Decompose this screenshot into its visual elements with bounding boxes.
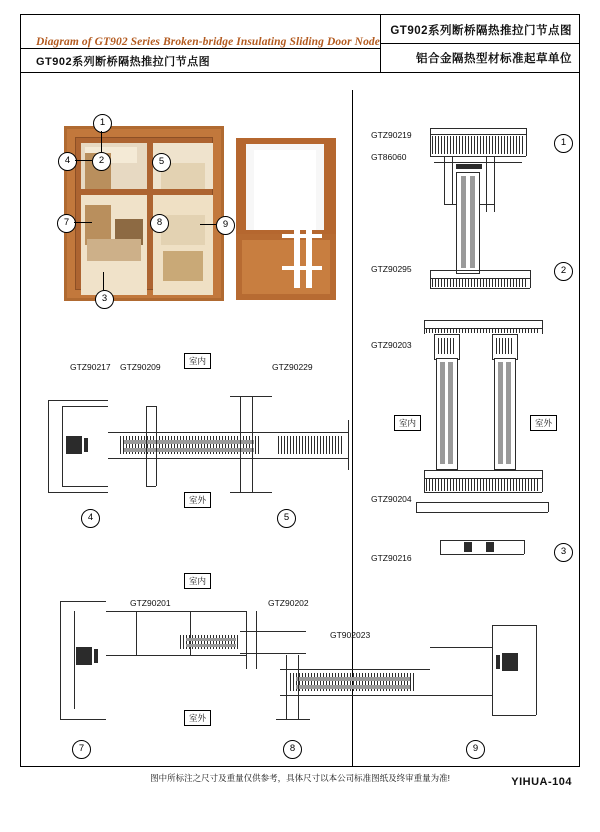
window-pane-top-left — [81, 143, 147, 189]
header-top-rule — [20, 14, 580, 15]
line — [542, 320, 543, 334]
line — [452, 156, 453, 204]
glazing-unit — [456, 172, 480, 274]
hatch-fill — [278, 436, 344, 454]
frame-right — [579, 14, 580, 766]
page-title-english: Diagram of GT902 Series Broken-bridge Insulating Sliding Door Node — [36, 36, 380, 48]
label-gtz90295: GTZ90295 — [371, 264, 412, 274]
line — [272, 458, 348, 459]
line — [494, 156, 495, 212]
callout-9-leader — [200, 224, 216, 225]
callout-7-photo[interactable]: 7 — [57, 214, 76, 233]
label-gtz90209: GTZ90209 — [120, 362, 161, 372]
page-title-chinese: GT902系列断桥隔热推拉门节点图 — [36, 56, 211, 68]
hatch-fill — [426, 329, 540, 333]
line — [492, 625, 493, 715]
line — [430, 128, 526, 129]
label-gtz90201: GTZ90201 — [130, 598, 171, 608]
callout-7-leader — [74, 222, 92, 223]
room-label-indoor-b: 室内 — [184, 573, 211, 589]
line — [60, 719, 106, 720]
line — [430, 695, 492, 696]
line — [430, 270, 530, 271]
callout-2[interactable]: 2 — [92, 152, 111, 171]
glass-pane — [440, 362, 445, 464]
footer-document-code: YIHUA-104 — [511, 776, 572, 788]
line — [430, 270, 431, 288]
callout-1[interactable]: 1 — [93, 114, 112, 133]
line — [276, 719, 310, 720]
frame-bottom — [20, 766, 580, 767]
line — [492, 715, 536, 716]
solid-fill — [502, 653, 518, 671]
line — [430, 134, 526, 135]
line — [440, 554, 524, 555]
room-label-indoor-right: 室内 — [394, 415, 421, 431]
room-label-outdoor-right: 室外 — [530, 415, 557, 431]
label-gtz90217: GTZ90217 — [70, 362, 111, 372]
label-gtz90203: GTZ90203 — [371, 340, 412, 350]
header-left-mid-rule — [20, 48, 380, 49]
glass-pane — [448, 362, 453, 464]
callout-4-leader — [75, 160, 92, 161]
solid-fill — [84, 438, 88, 452]
line — [280, 669, 430, 670]
line — [136, 611, 137, 655]
line — [252, 396, 253, 492]
line — [62, 486, 108, 487]
line — [526, 128, 527, 156]
solid-fill — [66, 436, 82, 454]
pane-deco — [87, 239, 141, 261]
line — [146, 406, 147, 486]
callout-right-2[interactable]: 2 — [554, 262, 573, 281]
solid-fill — [456, 164, 482, 169]
door-photo-glass-inner — [254, 150, 316, 230]
frame-left — [20, 14, 21, 766]
line — [434, 162, 522, 163]
header-bottom-rule — [20, 72, 580, 73]
line — [548, 502, 549, 512]
window-pane-bottom-right — [153, 195, 213, 295]
pane-deco — [163, 251, 203, 281]
glass-pane — [296, 685, 410, 689]
line — [156, 406, 157, 486]
hatch-fill — [432, 136, 524, 154]
line — [230, 396, 272, 397]
solid-fill — [464, 542, 472, 552]
line — [74, 611, 75, 709]
label-gtz90204: GTZ90204 — [371, 494, 412, 504]
hatch-fill — [496, 338, 512, 354]
callout-1-leader — [101, 131, 102, 153]
line — [272, 432, 348, 433]
line — [424, 320, 542, 321]
line — [240, 396, 241, 492]
line — [240, 653, 306, 654]
line — [530, 270, 531, 288]
glass-pane — [186, 638, 236, 641]
line — [440, 540, 441, 554]
label-gtz90216: GTZ90216 — [371, 553, 412, 563]
line — [424, 470, 425, 492]
solid-fill — [486, 542, 494, 552]
hatch-fill — [426, 479, 540, 491]
line — [416, 502, 417, 512]
label-gtz90229: GTZ90229 — [272, 362, 313, 372]
callout-3-photo[interactable]: 3 — [95, 290, 114, 309]
footer-note: 图中所标注之尺寸及重量仅供参考，具体尺寸以本公司标准图纸及终审重量为准! — [150, 773, 450, 783]
glass-pane — [506, 362, 511, 464]
line — [48, 400, 108, 401]
header-right-mid-rule — [380, 43, 580, 44]
callout-8-photo[interactable]: 8 — [150, 214, 169, 233]
line — [146, 406, 156, 407]
callout-right-3[interactable]: 3 — [554, 543, 573, 562]
room-label-indoor-a: 室内 — [184, 353, 211, 369]
door-photo-profile-c — [282, 234, 322, 238]
window-pane-bottom-left — [81, 195, 147, 295]
hatch-fill — [432, 279, 528, 287]
line — [60, 601, 61, 719]
horizontal-section-drawing-a — [40, 360, 350, 510]
line — [492, 625, 536, 626]
callout-right-1[interactable]: 1 — [554, 134, 573, 153]
callout-4[interactable]: 4 — [81, 509, 100, 528]
room-label-outdoor-a: 室外 — [184, 492, 211, 508]
line — [536, 625, 537, 715]
callout-9-photo[interactable]: 9 — [216, 216, 235, 235]
line — [108, 432, 272, 433]
hatch-fill — [438, 338, 454, 354]
glass-pane — [296, 677, 410, 681]
door-profile-photo — [236, 138, 336, 300]
label-gtz90219: GTZ90219 — [371, 130, 412, 140]
solid-fill — [76, 647, 92, 665]
header-right-subtitle: 铝合金隔热型材标准起草单位 — [416, 53, 572, 65]
line — [416, 502, 548, 503]
line — [62, 406, 108, 407]
line — [440, 540, 524, 541]
callout-5[interactable]: 5 — [277, 509, 296, 528]
line — [424, 470, 542, 471]
glass-pane — [124, 440, 254, 444]
window-photo — [64, 126, 224, 301]
label-gtz90202: GTZ90202 — [268, 598, 309, 608]
horizontal-section-drawing-b — [40, 595, 560, 745]
line — [430, 288, 530, 289]
line — [430, 647, 492, 648]
door-photo-profile-d — [282, 266, 322, 270]
glass-pane — [470, 176, 475, 268]
line — [424, 320, 425, 334]
callout-7[interactable]: 7 — [72, 740, 91, 759]
line — [542, 470, 543, 492]
line — [48, 400, 49, 492]
line — [106, 611, 246, 612]
callout-9[interactable]: 9 — [466, 740, 485, 759]
glass-pane — [186, 644, 236, 647]
line — [48, 492, 108, 493]
line — [246, 611, 247, 669]
line — [424, 492, 542, 493]
line — [280, 695, 430, 696]
label-gt902023: GT902023 — [330, 630, 371, 640]
line — [60, 601, 106, 602]
callout-4-photo[interactable]: 4 — [58, 152, 77, 171]
glass-pane — [498, 362, 503, 464]
solid-fill — [496, 655, 500, 669]
line — [416, 512, 548, 513]
label-gt86060: GT86060 — [371, 152, 407, 162]
line — [230, 492, 272, 493]
glass-pane — [461, 176, 466, 268]
solid-fill — [94, 649, 98, 663]
callout-5-photo[interactable]: 5 — [152, 153, 171, 172]
line — [286, 655, 287, 719]
line — [256, 611, 257, 669]
line — [108, 458, 272, 459]
line — [240, 631, 306, 632]
line — [298, 655, 299, 719]
line — [62, 406, 63, 486]
room-label-outdoor-b: 室外 — [184, 710, 211, 726]
line — [444, 156, 445, 204]
line — [106, 655, 246, 656]
callout-3-leader — [103, 272, 104, 290]
line — [524, 540, 525, 554]
line — [430, 128, 431, 156]
header-right-title: GT902系列断桥隔热推拉门节点图 — [390, 25, 572, 37]
line — [146, 486, 156, 487]
callout-8[interactable]: 8 — [283, 740, 302, 759]
glass-pane — [124, 448, 254, 452]
line — [348, 420, 349, 470]
